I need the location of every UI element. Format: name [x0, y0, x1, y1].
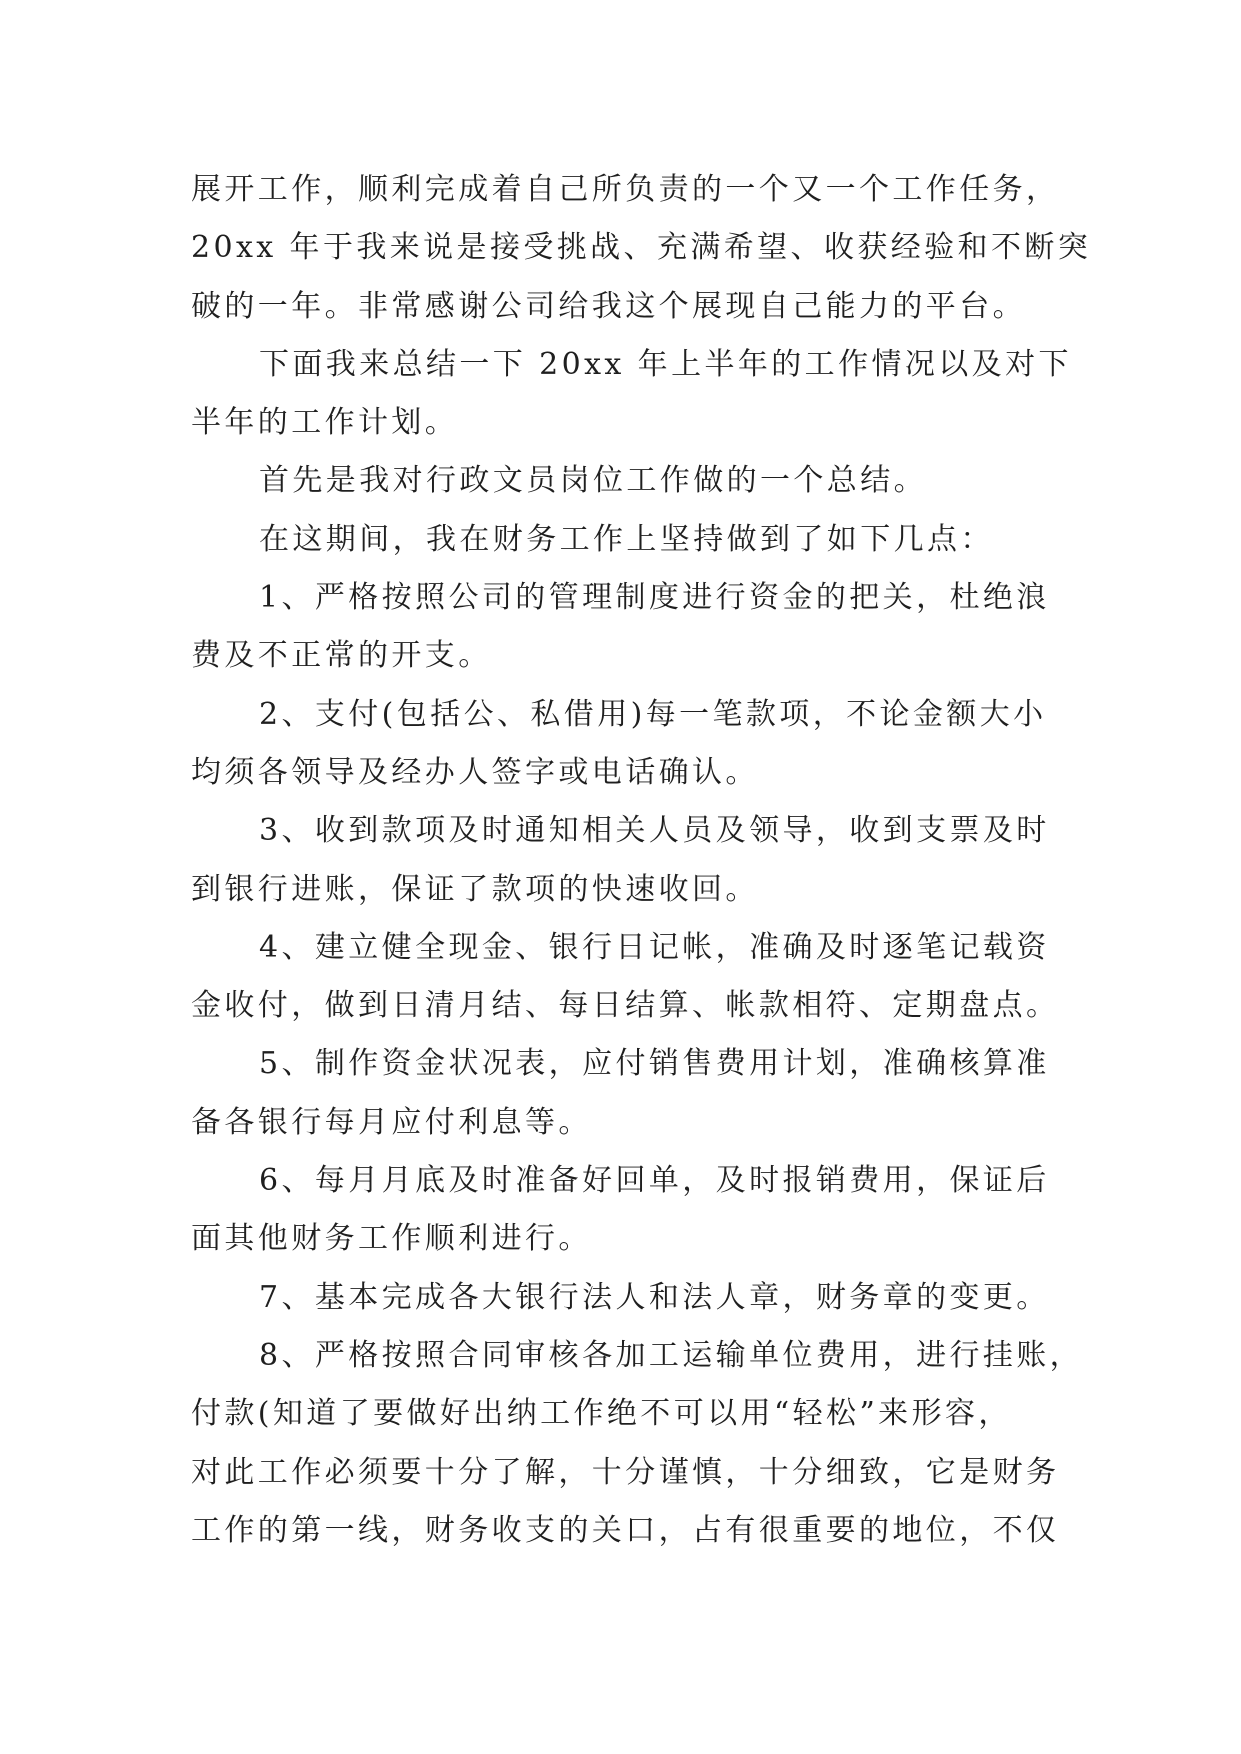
text-line: 1、严格按照公司的管理制度进行资金的把关，杜绝浪: [259, 580, 1050, 616]
text-line: 展开工作，顺利完成着自己所负责的一个又一个工作任务，: [191, 172, 1060, 207]
text-line: 3、收到款项及时通知相关人员及领导，收到支票及时: [259, 813, 1050, 849]
text-line: 工作的第一线，财务收支的关口，占有很重要的地位，不仅: [191, 1512, 1060, 1548]
text-line: 4、建立健全现金、银行日记帐，准确及时逐笔记载资: [259, 929, 1050, 965]
text-line: 半年的工作计划。: [191, 405, 459, 441]
text-line: 6、每月月底及时准备好回单，及时报销费用，保证后: [259, 1163, 1050, 1199]
text-line: 首先是我对行政文员岗位工作做的一个总结。: [259, 463, 927, 499]
text-line: 2、支付(包括公、私借用)每一笔款项，不论金额大小: [259, 696, 1047, 732]
document-body: [191, 161, 1092, 1560]
text-line: 付款(知道了要做好出纳工作绝不可以用“轻松”来形容，: [191, 1396, 1012, 1432]
text-line: 7、基本完成各大银行法人和法人章，财务章的变更。: [259, 1279, 1050, 1315]
text-line: 下面我来总结一下 20xx 年上半年的工作情况以及对下: [259, 346, 1072, 382]
text-line: 费及不正常的开支。: [191, 638, 492, 674]
text-line: 面其他财务工作顺利进行。: [191, 1221, 592, 1257]
text-line: 备各银行每月应付利息等。: [191, 1104, 592, 1140]
text-line: 8、严格按照合同审核各加工运输单位费用，进行挂账，: [259, 1337, 1084, 1373]
text-line: 破的一年。非常感谢公司给我这个展现自己能力的平台。: [191, 288, 1026, 324]
text-line: 20xx 年于我来说是接受挑战、充满希望、收获经验和不断突: [191, 230, 1092, 266]
text-line: 均须各领导及经办人签字或电话确认。: [191, 754, 759, 790]
text-line: 金收付，做到日清月结、每日结算、帐款相符、定期盘点。: [191, 988, 1060, 1024]
text-line: 在这期间，我在财务工作上坚持做到了如下几点：: [259, 521, 994, 557]
text-line: 5、制作资金状况表，应付销售费用计划，准确核算准: [259, 1046, 1050, 1082]
text-line: 到银行进账，保证了款项的快速收回。: [191, 871, 759, 907]
text-line: 对此工作必须要十分了解，十分谨慎，十分细致，它是财务: [191, 1454, 1060, 1490]
